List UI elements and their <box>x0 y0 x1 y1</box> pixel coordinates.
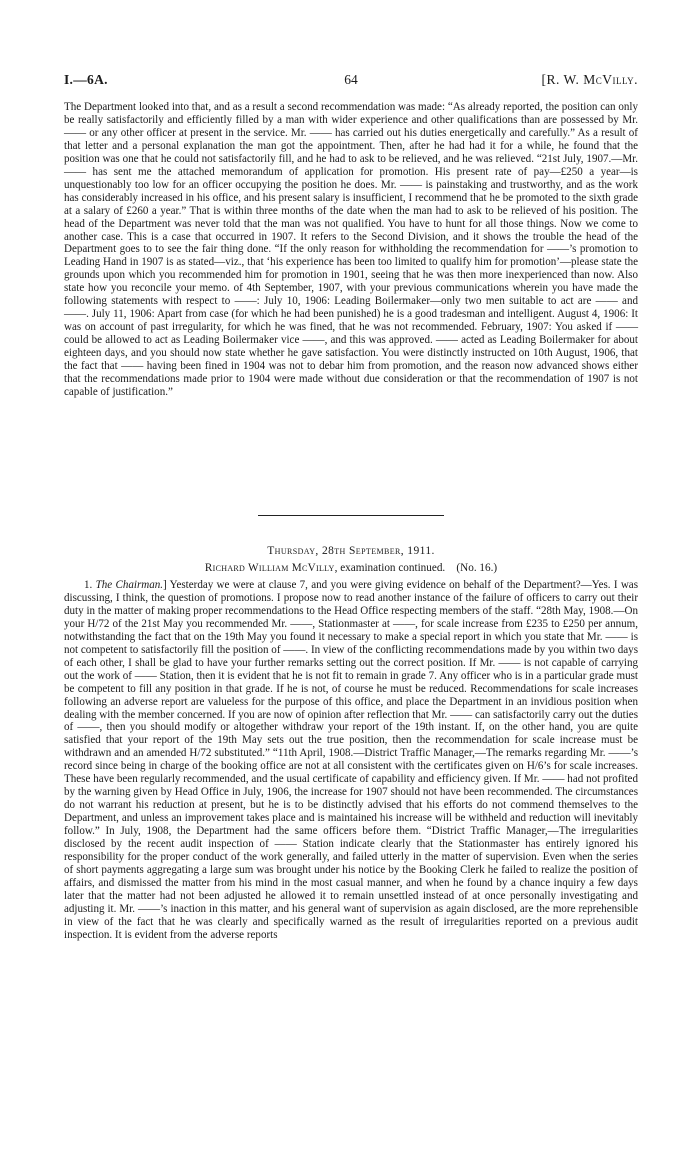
page-header <box>64 72 638 90</box>
paragraph-1: The Department looked into that, and as a result a second recommendation was made: “As already reported, the position can only be really satisfactorily and efficiently filled by a man with wider experience and other qualifications than are possessed by Mr. —— or any other officer at present in the service. Mr. —— has carried out his duties energetically and carefully.” As a result of that letter and a personal explanation the man got the appointment. Then, after he had had it for a while, he found that the position was one that he could not satisfactorily fill, and he had to ask to be relieved, and he was relieved. “21st July, 1907.—Mr. —— has sent me the attached memorandum of application for promotion. His present rate of pay—£250 a year—is unquestionably too low for an officer occupying the position he does. Mr. —— is painstaking and trustworthy, and as the work has considerably increased in his office, and his present salary is insufficient, I recommend that he be promoted to the sixth grade at a salary of £260 a year.” That is within three months of the date when the man had to ask to be relieved of his position. The head of the Department was never told that the man was not qualified. You have to hunt for all those things. Now we come to another case. This is a case that occurred in 1907. It refers to the Second Division, and it shows the trouble the head of the Department goes to to see the fair thing done. “If the only reason for withholding the recommendation for ——’s promotion to Leading Hand in 1907 is as stated—viz., that ‘his experience has been too limited to qualify him for promotion’—please state the grounds upon which you recommended him for promotion in 1901, seeing that he was then more inexperienced than now. Also state how you reconcile your memo. of 4th September, 1907, with your previous communications wherein you have made the following statements with respect to ——: July 10, 1906: Leading Boilermaker—only two men suitable to act are —— and ——. July 11, 1906: Apart from case (for which he had been punished) he is a good tradesman and intelligent. August 4, 1906: It was on account of past irregularity, for which he was fined, that he was not recommended. February, 1907: You asked if —— could be allowed to act as Leading Boilermaker vice ——, and this was approved. —— acted as Leading Boilermaker for about eighteen days, and you should now state whether he gave satisfaction. You were distinctly instructed on 10th August, 1906, that the fact that —— having been fined in 1904 was not to debar him from promotion, and the reason now advanced shows either that the recommendations made prior to 1904 were made without due consideration or that the recommendation of 1907 is not capable of justification.” <box>64 101 638 398</box>
questioner: The Chairman. <box>95 579 164 591</box>
paragraph-2 <box>64 579 638 942</box>
examination-status: , examination continued. <box>334 562 446 574</box>
parliamentary-paper-reference: I.—6A. <box>64 72 108 87</box>
question-number: 1. <box>84 579 93 591</box>
examination-number: (No. 16.) <box>456 562 498 574</box>
witness-heading <box>64 562 638 574</box>
section-divider <box>258 515 444 516</box>
paragraph-2-text: ] Yesterday we were at clause 7, and you were giving evidence on behalf of the Department?—Yes. I was discussing, I think, the question of promotions. I propose now to read another instance of the failure of officers to carry out their duty in the matter of making proper recommendations to the Head Office respecting members of the staff. “28th May, 1908.—On your H/72 of the 21st May you recommended Mr. ——, Stationmaster at ——, for scale increase from £235 to £250 per annum, notwithstanding the fact that on the 19th May you found it necessary to make a special report in which you state that Mr. —— is not competent to satisfactorily fill the position of ——. In view of the conflicting recommendations made by you within two days of each other, I shall be glad to have your further remarks setting out the correct position. If Mr. —— is not capable of carrying out the work of —— Station, then it is evident that he is not fit to remain in grade 7. Any officer who is in a particular grade must be competent to fill any position in that grade. If he is not, of course he must be reduced. Recommendations for scale increases following an adverse report are valueless for the purpose of this office, and place the Department in an invidious position when dealing with the member concerned. If you are now of opinion after reflection that Mr. —— can satisfactorily carry out the duties of ——, then you should modify or altogether withdraw your report of the 19th instant. If, on the other hand, you are quite satisfied that your report of the 19th May sets out the true position, then the recommendation for scale increase must be withdrawn and an amended H/72 substituted.” “11th April, 1908.—District Traffic Manager,—The remarks regarding Mr. ——’s record since being in charge of the booking office are not at all consistent with the certificates given on H/6’s for scale increases. These have been regularly recommended, and the usual certificate of capability and efficiency given. If Mr. —— had not profited by the warning given by Head Office in July, 1906, the increase for 1907 should not have been recommended. The circumstances do not warrant his reduction at present, but he is to be distinctly advised that his efforts do not commend themselves to the Department, and unless an improvement takes place and is maintained his increase will be withheld and reduction will inevitably follow.” In July, 1908, the Department had the same officers before them. “District Traffic Manager,—The irregularities disclosed by the recent audit inspection of —— Station indicate clearly that the Stationmaster has entirely ignored his responsibility for the proper conduct of the work generally, and failed utterly in the matter of supervision. Even when the series of short payments aggregating a large sum was brought under his notice by the Booking Clerk he failed to realize the position of affairs, and dismissed the matter from his mind in the most casual manner, and when he found by a chance inquiry a few days later that the matter had not been adjusted he allowed it to remain unsettled instead of at once personally investigating and adjusting it. Mr. ——’s inaction in this matter, and his general want of supervision as again disclosed, are the more reprehensible in view of the fact that he was clearly and specifically warned as the result of irregularities reported on a previous audit inspection. It is evident from the adverse reports <box>64 579 638 941</box>
witness-name-header: [R. W. McVilly. <box>541 72 638 87</box>
session-dateline: Thursday, 28th September, 1911. <box>267 545 435 557</box>
witness-name: Richard William McVilly <box>204 562 335 574</box>
page-number: 64 <box>344 72 358 87</box>
